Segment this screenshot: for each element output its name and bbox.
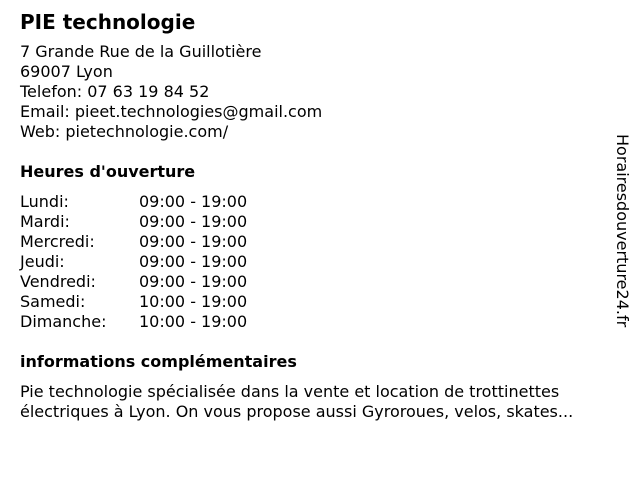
hours-row-thursday <box>20 252 620 272</box>
hours-time: 09:00 - 19:00 <box>139 232 248 251</box>
opening-hours-heading: Heures d'ouverture <box>20 162 196 181</box>
hours-time: 09:00 - 19:00 <box>139 212 248 231</box>
hours-day: Samedi: <box>20 292 86 311</box>
hours-row-sunday <box>20 312 620 332</box>
additional-info-text: Pie technologie spécialisée dans la vente et location de trottinettes électriques à Lyon. On vous propose aussi Gyroroues, velos, skates... <box>20 382 574 421</box>
address-line-1: 7 Grande Rue de la Guillotière <box>20 42 262 61</box>
hours-row-tuesday <box>20 212 620 232</box>
hours-row-friday <box>20 272 620 292</box>
opening-hours-table <box>20 192 620 332</box>
hours-time: 10:00 - 19:00 <box>139 292 248 311</box>
email-line: Email: pieet.technologies@gmail.com <box>20 102 323 121</box>
hours-day: Lundi: <box>20 192 69 211</box>
hours-row-monday <box>20 192 620 212</box>
hours-day: Dimanche: <box>20 312 107 331</box>
hours-row-saturday <box>20 292 620 312</box>
hours-row-wednesday <box>20 232 620 252</box>
site-watermark-label: Horairesdouverture24.fr <box>613 134 632 328</box>
hours-day: Vendredi: <box>20 272 96 291</box>
business-card <box>20 10 620 422</box>
web-line: Web: pietechnologie.com/ <box>20 122 229 141</box>
hours-time: 09:00 - 19:00 <box>139 272 248 291</box>
hours-day: Jeudi: <box>20 252 65 271</box>
additional-info-heading: informations complémentaires <box>20 352 297 371</box>
hours-day: Mercredi: <box>20 232 95 251</box>
hours-time: 09:00 - 19:00 <box>139 252 248 271</box>
business-name: PIE technologie <box>20 10 196 34</box>
phone-line: Telefon: 07 63 19 84 52 <box>20 82 210 101</box>
hours-time: 09:00 - 19:00 <box>139 192 248 211</box>
hours-day: Mardi: <box>20 212 70 231</box>
hours-time: 10:00 - 19:00 <box>139 312 248 331</box>
address-line-2: 69007 Lyon <box>20 62 113 81</box>
